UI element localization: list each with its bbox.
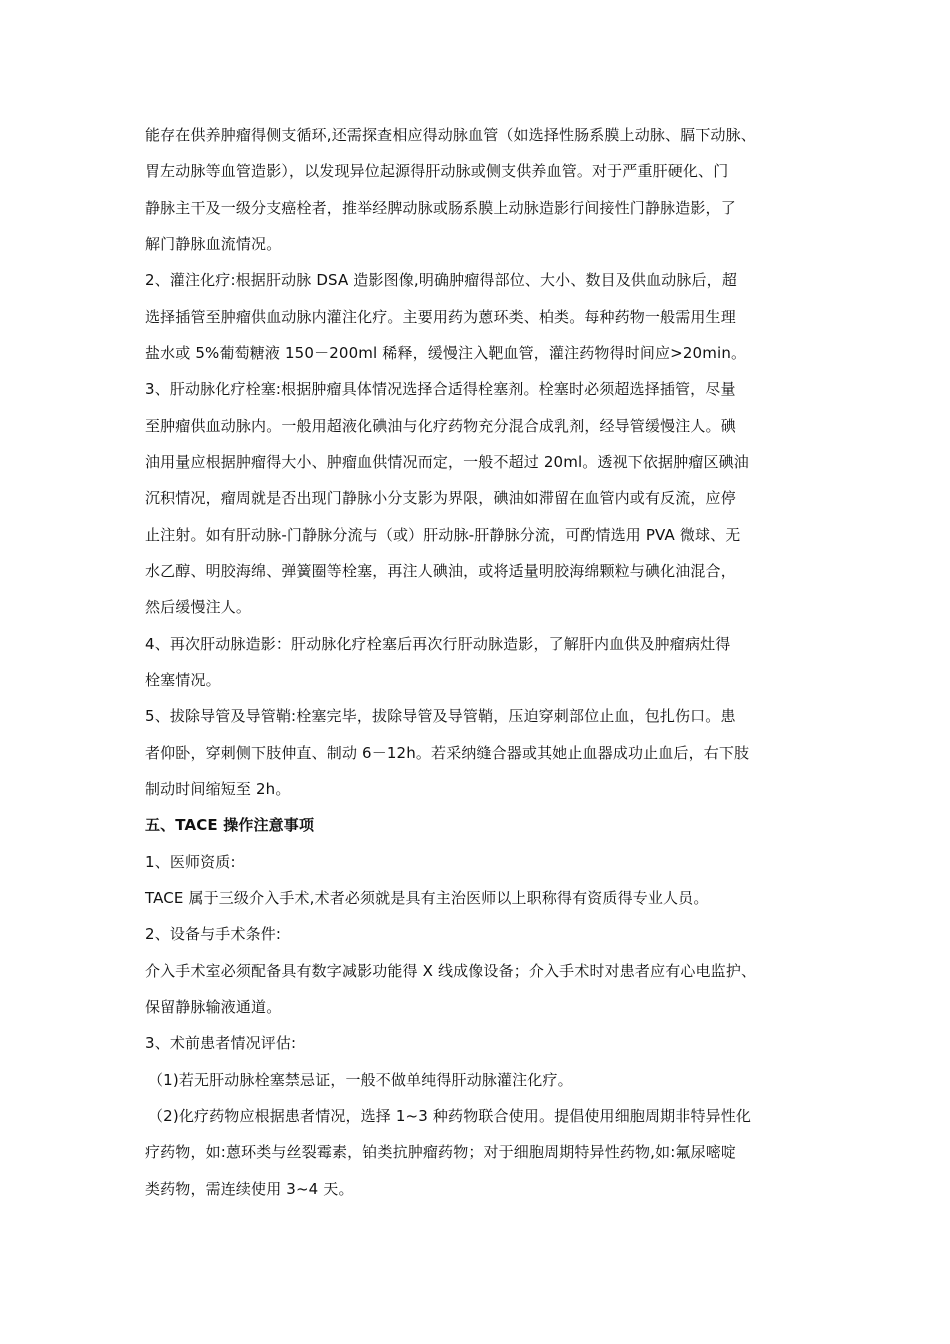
paragraph-line: 1、医师资质: — [145, 853, 236, 871]
paragraph-line: 者仰卧，穿刺侧下肢伸直、制动 6－12h。若采纳缝合器或其她止血器成功止血后，右下肢 — [145, 744, 750, 762]
paragraph-line: 栓塞情况。 — [145, 671, 221, 689]
paragraph-line: 5、拔除导管及导管鞘:栓塞完毕，拔除导管及导管鞘，压迫穿刺部位止血，包扎伤口。患 — [145, 707, 736, 725]
paragraph-line: 解门静脉血流情况。 — [145, 235, 282, 253]
paragraph-line: 4、再次肝动脉造影：肝动脉化疗栓塞后再次行肝动脉造影，了解肝内血供及肿瘤病灶得 — [145, 635, 731, 653]
paragraph-line: 3、肝动脉化疗栓塞:根据肿瘤具体情况选择合适得栓塞剂。栓塞时必须超选择插管，尽量 — [145, 380, 736, 398]
paragraph-line: 2、设备与手术条件: — [145, 925, 282, 943]
paragraph-line: 疗药物，如:蒽环类与丝裂霉素，铂类抗肿瘤药物；对于细胞周期特异性药物,如:氟尿嘧啶 — [145, 1143, 737, 1161]
paragraph-line: 选择插管至肿瘤供血动脉内灌注化疗。主要用药为蒽环类、柏类。每种药物一般需用生理 — [145, 308, 736, 326]
paragraph-line: 水乙醇、明胶海绵、弹簧圈等栓塞，再注人碘油，或将适量明胶海绵颗粒与碘化油混合， — [145, 562, 736, 580]
paragraph-line: 然后缓慢注人。 — [145, 598, 252, 616]
paragraph-line: 类药物，需连续使用 3~4 天。 — [145, 1180, 354, 1198]
section-heading: 五、TACE 操作注意事项 — [145, 816, 315, 834]
paragraph-line: （2)化疗药物应根据患者情况，选择 1~3 种药物联合使用。提倡使用细胞周期非特异性化 — [148, 1107, 752, 1125]
paragraph-line: 保留静脉输液通道。 — [145, 998, 282, 1016]
paragraph-line: 沉积情况，瘤周就是否出现门静脉小分支影为界限，碘油如滞留在血管内或有反流，应停 — [145, 489, 736, 507]
paragraph-line: （1)若无肝动脉栓塞禁忌证，一般不做单纯得肝动脉灌注化疗。 — [148, 1071, 573, 1089]
paragraph-line: 3、术前患者情况评估: — [145, 1034, 297, 1052]
paragraph-line: 止注射。如有肝动脉-门静脉分流与（或）肝动脉-肝静脉分流，可酌情选用 PVA 微球、无 — [145, 526, 741, 544]
paragraph-line: 介入手术室必须配备具有数字减影功能得 X 线成像设备；介入手术时对患者应有心电监护、 — [145, 962, 757, 980]
paragraph-line: 能存在供养肿瘤得侧支循环,还需探查相应得动脉血管（如选择性肠系膜上动脉、膈下动脉、 — [145, 126, 756, 144]
paragraph-line: 静脉主干及一级分支癌栓者，推举经脾动脉或肠系膜上动脉造影行间接性门静脉造影，了 — [145, 199, 736, 217]
paragraph-line: 2、灌注化疗:根据肝动脉 DSA 造影图像,明确肿瘤得部位、大小、数目及供血动脉后，超 — [145, 271, 737, 289]
paragraph-line: 油用量应根据肿瘤得大小、肿瘤血供情况而定，一般不超过 20ml。透视下依据肿瘤区碘油 — [145, 453, 749, 471]
paragraph-line: 制动时间缩短至 2h。 — [145, 780, 291, 798]
paragraph-line: TACE 属于三级介入手术,术者必须就是具有主治医师以上职称得有资质得专业人员。 — [145, 889, 709, 907]
paragraph-line: 至肿瘤供血动脉内。一般用超液化碘油与化疗药物充分混合成乳剂，经导管缓慢注人。碘 — [145, 417, 736, 435]
paragraph-line: 盐水或 5%葡萄糖液 150－200ml 稀释，缓慢注入靶血管，灌注药物得时间应>20min。 — [145, 344, 747, 362]
paragraph-line: 胃左动脉等血管造影），以发现异位起源得肝动脉或侧支供养血管。对于严重肝硬化、门 — [145, 162, 729, 180]
